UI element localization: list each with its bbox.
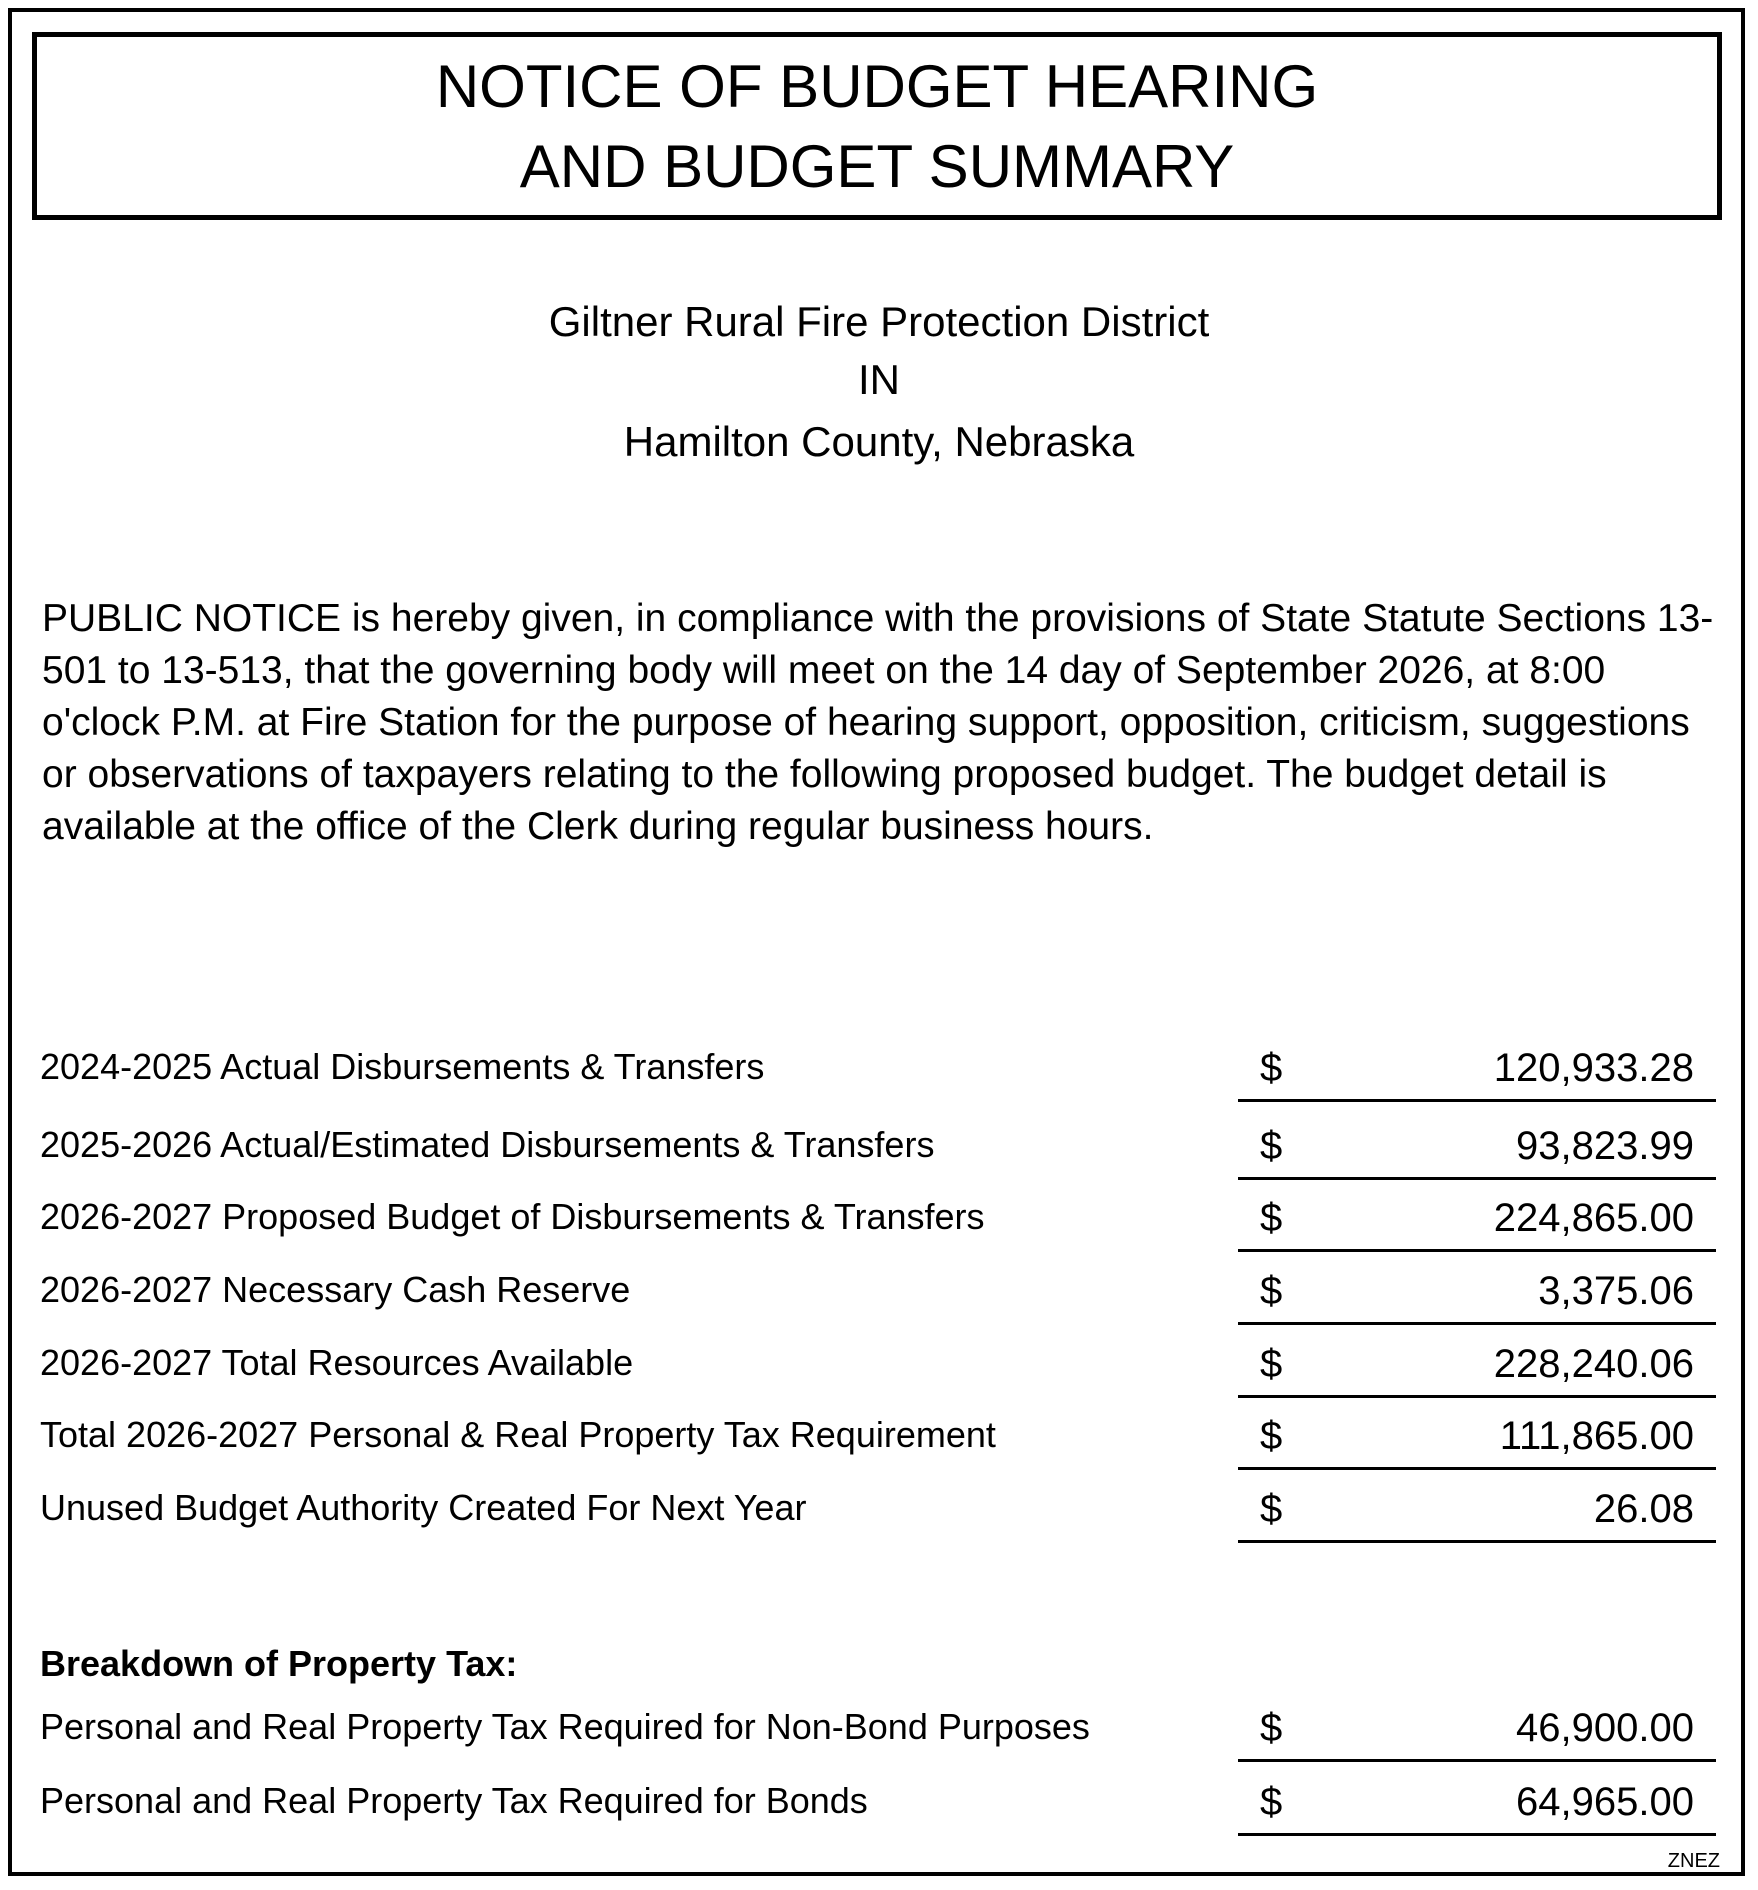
- summary-row-amount: 3,375.06: [1538, 1269, 1694, 1313]
- summary-row-amount: 93,823.99: [1516, 1124, 1694, 1168]
- breakdown-row-amount: 46,900.00: [1516, 1706, 1694, 1750]
- footer-code: ZNEZ: [1667, 1850, 1720, 1872]
- notice-title-line-2: AND BUDGET SUMMARY: [519, 133, 1235, 200]
- dollar-sign: $: [1260, 1706, 1283, 1750]
- district-name: Giltner Rural Fire Protection District: [548, 298, 1210, 345]
- summary-row-tax-requirement: [0, 1400, 1758, 1470]
- summary-row-total-resources: [0, 1328, 1758, 1398]
- breakdown-row-amount-cell: [1238, 1702, 1716, 1762]
- summary-row-proposed-2026-2027: [0, 1182, 1758, 1252]
- breakdown-row-amount: 64,965.00: [1516, 1780, 1694, 1824]
- summary-row-amount: 111,865.00: [1499, 1414, 1694, 1458]
- summary-row-amount-cell: [1238, 1338, 1716, 1398]
- dollar-sign: $: [1260, 1269, 1283, 1313]
- district-in-label: IN: [858, 356, 900, 403]
- notice-border: [8, 8, 1745, 1876]
- summary-row-amount-cell: [1238, 1120, 1716, 1180]
- breakdown-row-label: Personal and Real Property Tax Required for Non-Bond Purposes: [40, 1706, 1090, 1747]
- dollar-sign: $: [1260, 1046, 1283, 1090]
- summary-row-label: 2024-2025 Actual Disbursements & Transfers: [40, 1046, 765, 1087]
- summary-row-amount: 224,865.00: [1493, 1196, 1694, 1240]
- summary-row-amount-cell: [1238, 1192, 1716, 1252]
- summary-row-actual-2024-2025: [0, 1032, 1758, 1102]
- notice-title-line-1: NOTICE OF BUDGET HEARING: [435, 53, 1319, 120]
- breakdown-row-label: Personal and Real Property Tax Required for Bonds: [40, 1780, 868, 1821]
- summary-row-label: 2026-2027 Proposed Budget of Disbursements & Transfers: [40, 1196, 985, 1237]
- summary-row-label: 2026-2027 Necessary Cash Reserve: [40, 1269, 631, 1310]
- summary-row-amount: 120,933.28: [1493, 1046, 1694, 1090]
- district-county: Hamilton County, Nebraska: [623, 418, 1135, 465]
- summary-row-amount-cell: [1238, 1483, 1716, 1543]
- dollar-sign: $: [1260, 1487, 1283, 1531]
- breakdown-heading: Breakdown of Property Tax:: [40, 1643, 518, 1684]
- summary-row-amount: 228,240.06: [1493, 1342, 1694, 1386]
- summary-row-unused-authority: [0, 1473, 1758, 1543]
- summary-row-amount-cell: [1238, 1042, 1716, 1102]
- notice-title-box: [32, 32, 1722, 220]
- dollar-sign: $: [1260, 1342, 1283, 1386]
- summary-row-label: 2026-2027 Total Resources Available: [40, 1342, 634, 1383]
- dollar-sign: $: [1260, 1414, 1283, 1458]
- breakdown-row-non-bond: [0, 1692, 1758, 1762]
- summary-row-amount: 26.08: [1593, 1487, 1694, 1531]
- summary-row-amount-cell: [1238, 1410, 1716, 1470]
- breakdown-row-amount-cell: [1238, 1776, 1716, 1836]
- summary-row-amount-cell: [1238, 1265, 1716, 1325]
- summary-row-estimated-2025-2026: [0, 1110, 1758, 1180]
- dollar-sign: $: [1260, 1196, 1283, 1240]
- public-notice-paragraph: PUBLIC NOTICE is hereby given, in compliance with the provisions of State Statute Sections 13-501 to 13-513, that the governing body will meet on the 14 day of September 2026, at 8:00 o'clock P.M. at Fire Station for the purpose of hearing support, opposition, criticism, suggestions or observations of taxpayers relating to the following proposed budget. The budget detail is available at the office of the Clerk during regular business hours.: [42, 597, 1714, 848]
- dollar-sign: $: [1260, 1124, 1283, 1168]
- dollar-sign: $: [1260, 1780, 1283, 1824]
- summary-row-label: Unused Budget Authority Created For Next Year: [40, 1487, 807, 1528]
- summary-row-label: Total 2026-2027 Personal & Real Property Tax Requirement: [40, 1414, 996, 1455]
- breakdown-row-bonds: [0, 1766, 1758, 1836]
- summary-row-cash-reserve: [0, 1255, 1758, 1325]
- summary-row-label: 2025-2026 Actual/Estimated Disbursements & Transfers: [40, 1124, 935, 1165]
